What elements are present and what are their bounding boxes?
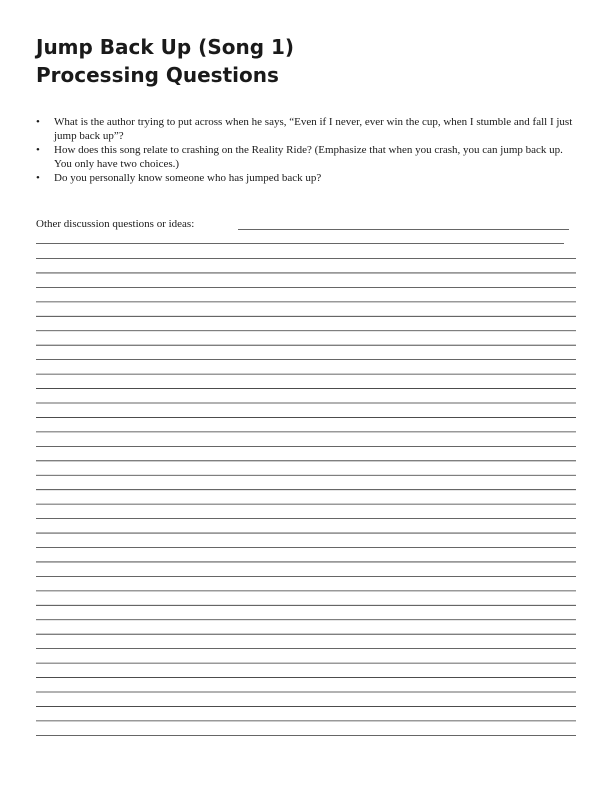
bullet-icon: • [36, 144, 40, 156]
bullet-icon: • [36, 116, 40, 128]
question-text-2: How does this song relate to crashing on the Reality Ride? (Emphasize that when you crash, you can jump back up. You only have two choices.) [54, 144, 563, 170]
question-text-3: Do you personally know someone who has jumped back up? [54, 172, 322, 184]
title-line-1: Jump Back Up (Song 1) [36, 35, 295, 59]
bullet-icon: • [36, 172, 40, 184]
discussion-prompt: Other discussion questions or ideas: [36, 218, 195, 230]
question-text-1: What is the author trying to put across when he says, “Even if I never, ever win the cup, when I stumble and fall I just jump back up”? [54, 116, 573, 142]
title-line-2: Processing Questions [36, 63, 279, 87]
